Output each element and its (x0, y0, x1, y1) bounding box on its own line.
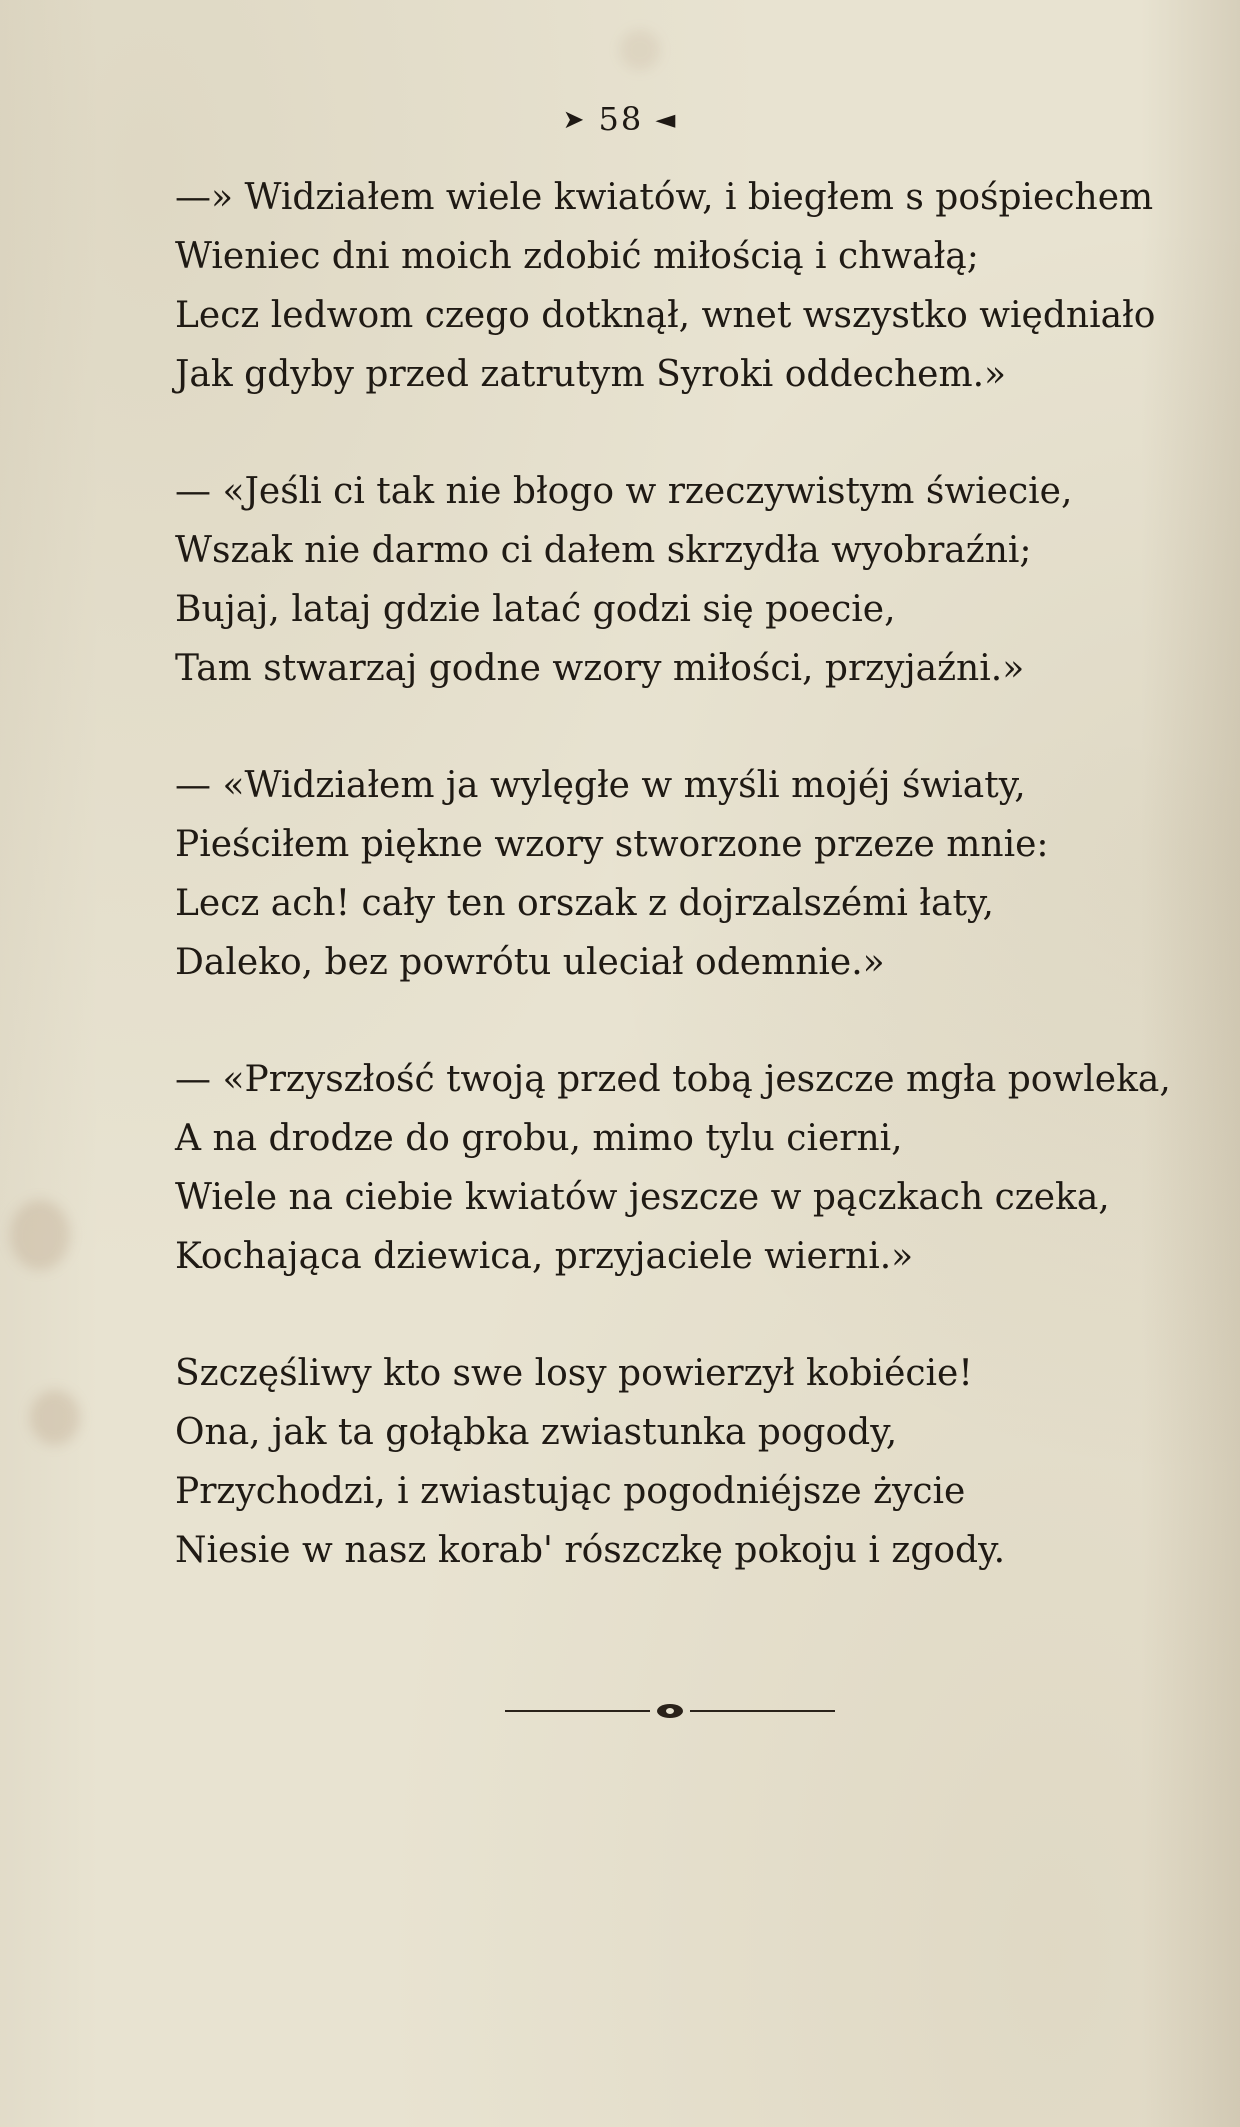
verse-line: Pieściłem piękne wzory stworzone przeze mnie: (175, 824, 1049, 865)
decorative-divider (505, 1703, 835, 1719)
verse-line: Wszak nie darmo ci dałem skrzydła wyobraźni; (175, 530, 1032, 571)
verse-line: Tam stwarzaj godne wzory miłości, przyjaźni.» (175, 648, 1025, 689)
divider-ornament-icon (657, 1704, 683, 1718)
verse-line: — «Przyszłość twoją przed tobą jeszcze mgła powleka, (175, 1059, 1171, 1100)
stanza-5 (175, 1344, 1195, 1580)
paper-stain (10, 1200, 70, 1270)
poem-body (175, 168, 1195, 1638)
stanza-2 (175, 462, 1195, 698)
stanza-3 (175, 756, 1195, 992)
divider-line-left (505, 1710, 650, 1712)
paper-stain (620, 30, 660, 70)
stanza-4 (175, 1050, 1195, 1286)
verse-line: — «Widziałem ja wylęgłe w myśli mojéj światy, (175, 765, 1026, 806)
verse-line: Daleko, bez powrótu uleciał odemnie.» (175, 942, 885, 983)
page-header (0, 100, 1240, 138)
verse-line: Lecz ach! cały ten orszak z dojrzalszémi łaty, (175, 883, 994, 924)
verse-line: Jak gdyby przed zatrutym Syroki oddechem.» (175, 354, 1007, 395)
verse-line: Bujaj, lataj gdzie latać godzi się poecie, (175, 589, 896, 630)
verse-line: Niesie w nasz korab' rószczkę pokoju i zgody. (175, 1530, 1006, 1571)
verse-line: Lecz ledwom czego dotknął, wnet wszystko więdniało (175, 295, 1156, 336)
verse-line: Szczęśliwy kto swe losy powierzył kobiécie! (175, 1353, 973, 1394)
paper-stain (30, 1390, 80, 1445)
ornament-right-icon: ◄ (655, 105, 678, 135)
verse-line: Przychodzi, i zwiastując pogodniéjsze życie (175, 1471, 966, 1512)
page-number: 58 (598, 100, 644, 138)
stanza-1 (175, 168, 1195, 404)
verse-line: A na drodze do grobu, mimo tylu cierni, (175, 1118, 903, 1159)
ornament-left-icon: ➤ (562, 105, 587, 135)
divider-line-right (690, 1710, 835, 1712)
verse-line: Wiele na ciebie kwiatów jeszcze w pączkach czeka, (175, 1177, 1110, 1218)
verse-line: Ona, jak ta gołąbka zwiastunka pogody, (175, 1412, 898, 1453)
verse-line: Kochająca dziewica, przyjaciele wierni.» (175, 1236, 914, 1277)
verse-line: — «Jeśli ci tak nie błogo w rzeczywistym świecie, (175, 471, 1073, 512)
verse-line: Wieniec dni moich zdobić miłością i chwałą; (175, 236, 979, 277)
verse-line: —» Widziałem wiele kwiatów, i biegłem s pośpiechem (175, 177, 1154, 218)
